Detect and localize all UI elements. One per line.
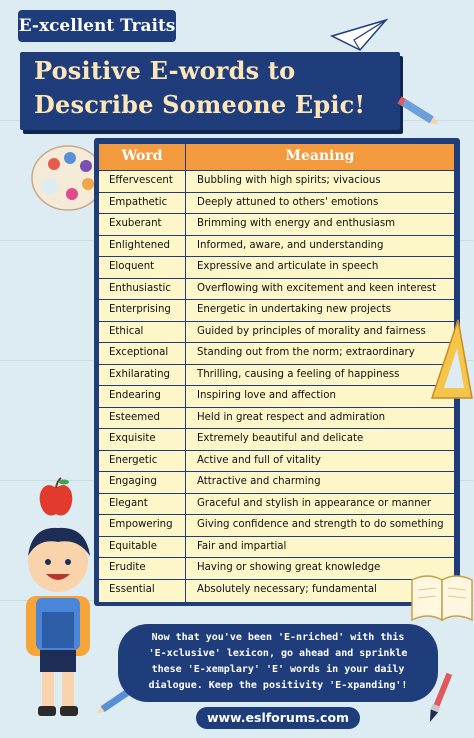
table-row xyxy=(99,471,454,493)
paper-plane-icon xyxy=(330,18,388,52)
table-row xyxy=(99,428,454,450)
table-row xyxy=(99,493,454,515)
meaning-cell: Bubbling with high spirits; vivacious xyxy=(197,175,381,186)
table-row xyxy=(99,407,454,429)
open-book-icon xyxy=(408,566,474,624)
table-row xyxy=(99,299,454,321)
table-row xyxy=(99,536,454,558)
table-row xyxy=(99,235,454,257)
meaning-cell: Graceful and stylish in appearance or manner xyxy=(197,497,432,509)
word-cell: Elegant xyxy=(109,497,148,509)
word-cell: Engaging xyxy=(109,476,157,487)
meaning-cell: Having or showing great knowledge xyxy=(197,562,381,573)
meaning-cell: Active and full of vitality xyxy=(197,454,321,466)
word-cell: Empathetic xyxy=(109,196,168,208)
closing-message xyxy=(118,624,438,702)
table-row xyxy=(99,256,454,278)
table-row xyxy=(99,342,454,364)
meaning-cell: Expressive and articulate in speech xyxy=(197,261,379,272)
website-link[interactable]: www.eslforums.com xyxy=(196,707,360,729)
word-cell: Exquisite xyxy=(109,433,156,444)
meaning-cell: Fair and impartial xyxy=(197,540,287,552)
traits-tag: E-xcellent Traits xyxy=(18,10,176,42)
closing-line-2: 'E-xclusive' lexicon, go ahead and sprinkle xyxy=(148,648,408,659)
word-cell: Erudite xyxy=(109,562,146,573)
paint-brush-icon xyxy=(420,668,460,726)
word-cell: Endearing xyxy=(109,390,161,401)
closing-line-3: these 'E-xemplary' 'E' words in your daily xyxy=(151,664,405,675)
word-cell: Energetic xyxy=(109,454,158,466)
table-row xyxy=(99,192,454,214)
table-row xyxy=(99,385,454,407)
word-cell: Equitable xyxy=(109,540,157,552)
meaning-cell: Deeply attuned to others' emotions xyxy=(197,196,379,208)
table-header xyxy=(99,144,454,170)
meaning-cell: Absolutely necessary; fundamental xyxy=(197,583,377,595)
table-row xyxy=(99,579,454,601)
header-word: Word xyxy=(121,148,163,164)
meaning-cell: Extremely beautiful and delicate xyxy=(197,433,364,444)
word-cell: Esteemed xyxy=(109,411,160,423)
header-meaning: Meaning xyxy=(285,148,355,164)
word-table xyxy=(98,143,455,603)
meaning-cell: Guided by principles of morality and fairness xyxy=(197,325,426,337)
word-cell: Exhilarating xyxy=(109,368,171,380)
closing-line-1: Now that you've been 'E-nriched' with this xyxy=(151,632,405,643)
word-cell: Essential xyxy=(109,583,155,595)
word-cell: Exceptional xyxy=(109,347,169,358)
word-cell: Ethical xyxy=(109,325,144,337)
word-cell: Enthusiastic xyxy=(109,282,171,294)
meaning-cell: Energetic in undertaking new projects xyxy=(197,304,392,315)
word-cell: Enlightened xyxy=(109,239,170,251)
ruler-triangle-icon xyxy=(430,318,474,410)
meaning-cell: Brimming with energy and enthusiasm xyxy=(197,218,396,229)
meaning-cell: Inspiring love and affection xyxy=(197,390,336,401)
word-cell: Enterprising xyxy=(109,304,171,315)
meaning-cell: Attractive and charming xyxy=(197,476,321,487)
table-row xyxy=(99,278,454,300)
word-cell: Eloquent xyxy=(109,261,155,272)
meaning-cell: Standing out from the norm; extraordinary xyxy=(197,347,415,358)
meaning-cell: Giving confidence and strength to do something xyxy=(197,519,444,530)
table-row xyxy=(99,213,454,235)
pencil-icon xyxy=(394,94,444,130)
meaning-cell: Thrilling, causing a feeling of happiness xyxy=(197,368,400,380)
word-cell: Empowering xyxy=(109,519,173,530)
meaning-cell: Overflowing with excitement and keen interest xyxy=(197,282,437,294)
headline-banner xyxy=(20,52,400,130)
table-row xyxy=(99,170,454,192)
table-row xyxy=(99,450,454,472)
headline-line-2: Describe Someone Epic! xyxy=(34,90,366,119)
word-cell: Effervescent xyxy=(109,175,173,186)
boy-student-icon xyxy=(12,516,104,726)
table-row xyxy=(99,321,454,343)
apple-icon xyxy=(36,476,76,520)
table-row xyxy=(99,514,454,536)
table-row xyxy=(99,364,454,386)
meaning-cell: Held in great respect and admiration xyxy=(197,411,386,423)
closing-line-4: dialogue. Keep the positivity 'E-xpanding'! xyxy=(148,680,408,691)
headline-line-1: Positive E-words to xyxy=(34,56,296,85)
table-row xyxy=(99,557,454,579)
word-cell: Exuberant xyxy=(109,218,162,229)
meaning-cell: Informed, aware, and understanding xyxy=(197,239,384,251)
